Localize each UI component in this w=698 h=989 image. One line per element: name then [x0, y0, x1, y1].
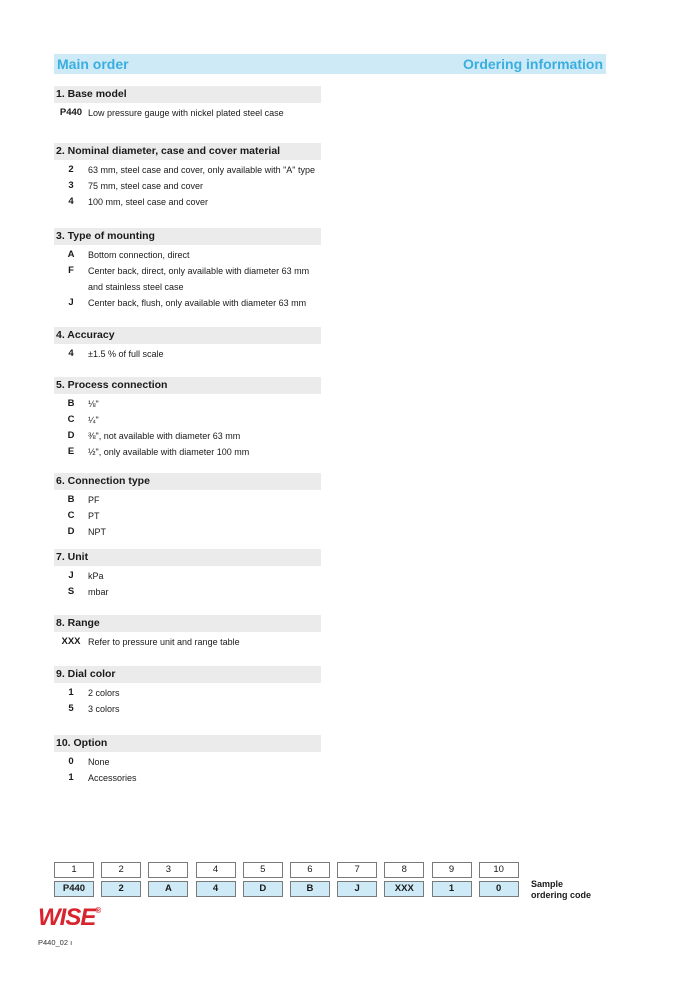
section-4	[54, 327, 321, 362]
position-cell: 5	[243, 862, 283, 878]
option-description: kPa	[88, 571, 104, 581]
value-cell: D	[243, 881, 283, 897]
option-description: ⅛"	[88, 399, 99, 409]
option-code: D	[67, 526, 75, 537]
option-code: C	[67, 510, 75, 521]
sample-ordering-code	[54, 862, 526, 897]
value-cell: B	[290, 881, 330, 897]
value-cell: 2	[101, 881, 141, 897]
option-description: mbar	[88, 587, 109, 597]
wise-logo	[38, 904, 100, 932]
position-cell: 2	[101, 862, 141, 878]
option-row	[54, 444, 321, 460]
section-title: 5. Process connection	[54, 377, 321, 394]
option-description: Center back, direct, only available with diameter 63 mm	[88, 266, 310, 276]
option-code: 1	[68, 772, 74, 783]
option-row	[54, 295, 321, 311]
sample-label-line1: Sample	[531, 879, 564, 889]
option-row	[54, 279, 321, 295]
option-description: 2 colors	[88, 688, 120, 698]
option-row	[54, 412, 321, 428]
section-title: 8. Range	[54, 615, 321, 632]
position-cell: 10	[479, 862, 519, 878]
position-cell: 3	[148, 862, 188, 878]
option-code: C	[67, 414, 75, 425]
option-code: J	[68, 570, 74, 581]
option-row	[54, 105, 321, 121]
sample-label	[531, 879, 591, 901]
option-row	[54, 178, 321, 194]
position-row	[54, 862, 526, 878]
option-description: Refer to pressure unit and range table	[88, 637, 240, 647]
main-order-title: Main order	[57, 56, 129, 72]
option-code: P440	[59, 107, 83, 118]
section-3	[54, 228, 321, 311]
value-cell: 1	[432, 881, 472, 897]
section-5	[54, 377, 321, 460]
section-title: 1. Base model	[54, 86, 321, 103]
option-row	[54, 428, 321, 444]
option-description: ⅜", not available with diameter 63 mm	[88, 431, 241, 441]
section-8	[54, 615, 321, 650]
option-code: J	[68, 297, 74, 308]
option-row	[54, 263, 321, 279]
option-row	[54, 634, 321, 650]
value-cell: P440	[54, 881, 94, 897]
value-cell: 4	[196, 881, 236, 897]
option-description: ±1.5 % of full scale	[88, 349, 164, 359]
position-cell: 4	[196, 862, 236, 878]
option-row	[54, 701, 321, 717]
option-row	[54, 754, 321, 770]
section-1	[54, 86, 321, 121]
value-row	[54, 878, 526, 897]
page-header	[54, 54, 606, 74]
option-code: 1	[68, 687, 74, 698]
option-code: D	[67, 430, 75, 441]
option-code: 5	[68, 703, 74, 714]
option-description: PF	[88, 495, 100, 505]
value-cell: 0	[479, 881, 519, 897]
section-9	[54, 666, 321, 717]
value-cell: J	[337, 881, 377, 897]
option-code: S	[67, 586, 75, 597]
registered-mark: ®	[95, 906, 101, 915]
option-description: 100 mm, steel case and cover	[88, 197, 209, 207]
option-description: None	[88, 757, 110, 767]
logo-text: WISE	[38, 904, 96, 931]
option-description: Bottom connection, direct	[88, 250, 190, 260]
option-code: 4	[68, 348, 74, 359]
option-code: B	[67, 398, 75, 409]
option-code: E	[67, 446, 75, 457]
option-description: Center back, flush, only available with diameter 63 mm	[88, 298, 307, 308]
option-row	[54, 508, 321, 524]
section-2	[54, 143, 321, 210]
option-code: 0	[68, 756, 74, 767]
option-row	[54, 524, 321, 540]
section-title: 2. Nominal diameter, case and cover material	[54, 143, 321, 160]
option-row	[54, 492, 321, 508]
option-row	[54, 194, 321, 210]
option-row	[54, 247, 321, 263]
option-code: F	[68, 265, 74, 276]
option-row	[54, 396, 321, 412]
sample-label-line2: ordering code	[531, 890, 592, 900]
section-title: 10. Option	[54, 735, 321, 752]
section-7	[54, 549, 321, 600]
position-cell: 7	[337, 862, 377, 878]
section-title: 3. Type of mounting	[54, 228, 321, 245]
option-description: Low pressure gauge with nickel plated steel case	[88, 108, 284, 118]
position-cell: 6	[290, 862, 330, 878]
option-description: Accessories	[88, 773, 137, 783]
position-cell: 8	[384, 862, 424, 878]
section-10	[54, 735, 321, 786]
option-row	[54, 346, 321, 362]
option-row	[54, 584, 321, 600]
section-title: 4. Accuracy	[54, 327, 321, 344]
option-description: and stainless steel case	[88, 282, 184, 292]
option-code: B	[67, 494, 75, 505]
option-code: 2	[68, 164, 74, 175]
section-title: 6. Connection type	[54, 473, 321, 490]
value-cell: A	[148, 881, 188, 897]
document-code: P440_02 ı	[38, 938, 73, 947]
option-description: NPT	[88, 527, 106, 537]
option-code: A	[67, 249, 75, 260]
option-code: 3	[68, 180, 74, 191]
option-row	[54, 568, 321, 584]
option-description: 63 mm, steel case and cover, only available with "A" type	[88, 165, 316, 175]
option-row	[54, 162, 321, 178]
option-code: XXX	[61, 636, 81, 647]
option-description: ¼"	[88, 415, 99, 425]
option-description: 3 colors	[88, 704, 120, 714]
option-description: PT	[88, 511, 100, 521]
ordering-information-title: Ordering information	[463, 56, 603, 72]
option-description: 75 mm, steel case and cover	[88, 181, 204, 191]
option-code: 4	[68, 196, 74, 207]
position-cell: 1	[54, 862, 94, 878]
option-row	[54, 685, 321, 701]
option-description: ½", only available with diameter 100 mm	[88, 447, 250, 457]
section-6	[54, 473, 321, 540]
position-cell: 9	[432, 862, 472, 878]
value-cell: XXX	[384, 881, 424, 897]
option-row	[54, 770, 321, 786]
section-title: 9. Dial color	[54, 666, 321, 683]
section-title: 7. Unit	[54, 549, 321, 566]
option-code	[54, 279, 88, 295]
